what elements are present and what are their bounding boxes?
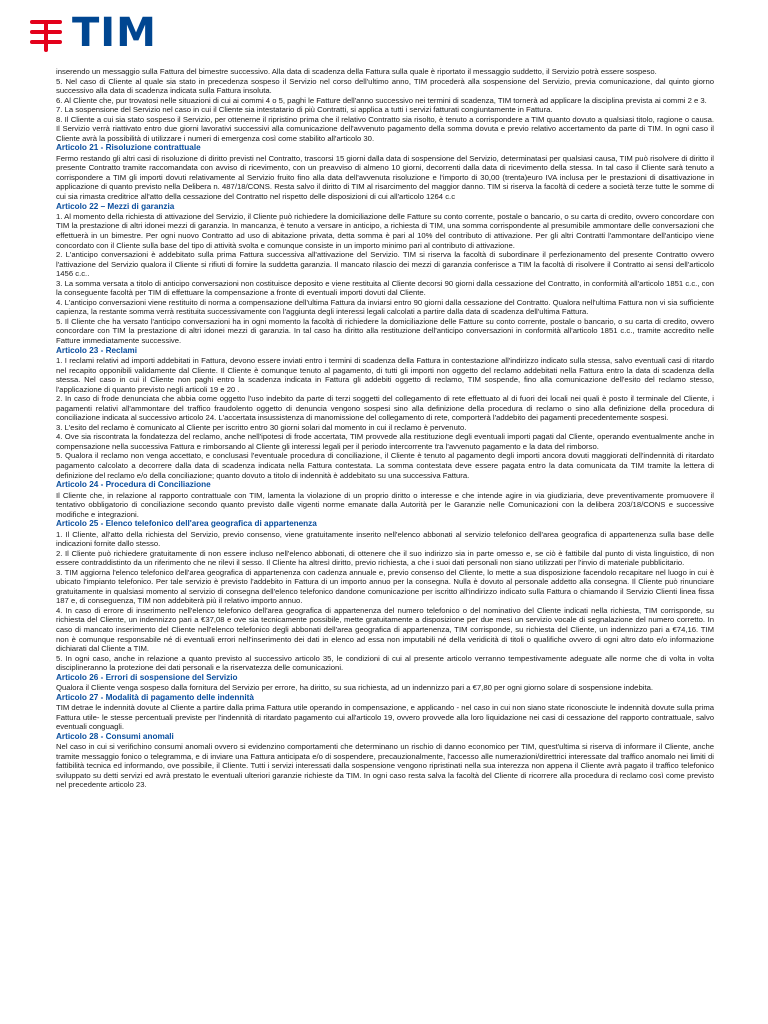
- intro-paragraph: inserendo un messaggio sulla Fattura del bimestre successivo. Alla data di scadenza della Fattura sulla quale è riportato il messaggio suddetto, il Servizio potrà essere sospeso.: [56, 67, 657, 76]
- article-paragraph: TIM detrae le indennità dovute al Cliente a partire dalla prima Fattura utile operando in compensazione, e applicando - nel caso in cui non siano state riconosciute le indennità dovute sulla prima Fattura utile- le stesse percentuali previste per l'indennità di ritardato pagamento cui all'articolo 19, ovvero provvede alla loro liquidazione nei casi di cessazione del rapporto contrattuale, salvo eventuali conguagli.: [56, 703, 714, 732]
- article-paragraph: 3. La somma versata a titolo di anticipo conversazioni non costituisce deposito e viene restituita al Cliente decorsi 90 giorni dalla cessazione del Contratto, in conformità all'articolo 1851 c.c., con la conseguente facoltà per TIM di effettuare la compensazione a fronte di eventuali importi dovuti dal Cliente.: [56, 278, 714, 298]
- article-paragraph: Nel caso in cui si verifichino consumi anomali ovvero si evidenzino comportamenti che determinano un rischio di danno economico per TIM, quest'ultima si riserva di informare il Cliente, anche tramite messaggio fonico o telegramma, e di inviare una Fattura anticipata e/o di sospendere, precauzionalmente, l'accesso alle numerazioni/direttrici interessate dal traffico anomalo nei limiti di fattibilità tecnica ed informando, ove possibile, il Cliente. Tutti i servizi interessati dalla sospensione vengono ripristinati nella sua interezza non appena il Cliente avrà pagato il traffico telefonico sviluppato su detti servizi ed avrà prestato le eventuali ulteriori garanzie richieste da TIM. In ogni caso resta salva la facoltà del Cliente di ricorrere alla procedura di reclamo così come previsto nel precedente articolo 23.: [56, 742, 714, 790]
- article-paragraph: 1. Al momento della richiesta di attivazione del Servizio, il Cliente può richiedere la domiciliazione delle Fatture su conto corrente, postale o bancario, o su carta di credito, ovvero concordare con TIM la prestazione di altri idonei mezzi di garanzia. In mancanza, è tenuto a versare in anticipo, a richiesta di TIM, una somma corrispondente al presumibile ammontare delle conversazioni che effettuerà in un bimestre. Per ogni nuovo Contratto ad uso di abitazione privata, detta somma è pari al 10% del contributo di attivazione. Per gli altri Contratti l'ammontare dell'anticipo viene concordato con il Cliente sulla base del tipo di attività svolta e comunque consiste in un importo minimo pari al contributo di attivazione.: [56, 211, 714, 250]
- article-section: [56, 480, 714, 519]
- article-heading: Articolo 23 - Reclami: [56, 345, 137, 355]
- article-section: [56, 346, 714, 481]
- article-heading: Articolo 26 - Errori di sospensione del Servizio: [56, 672, 238, 682]
- article-paragraph: 5. Il Cliente che ha versato l'anticipo conversazioni ha in ogni momento la facoltà di richiedere la domiciliazione delle Fatture su conto corrente, postale o bancario, o su carta di credito, ovvero concordare con TIM la prestazione di altri idonei mezzi di garanzia. In tal caso ha diritto alla restituzione dell'anticipo conversazioni in conformità all'articolo 1851 c.c., tramite accredito nelle Fatture immediatamente successive.: [56, 316, 714, 346]
- article-paragraph: 2. Il Cliente può richiedere gratuitamente di non essere incluso nell'elenco abbonati, di ottenere che il suo indirizzo sia in parte omesso e, se ciò è fattibile dal punto di vista linguistico, di non essere contraddistinto da un riferimento che ne rilevi il sesso. Il Cliente ha altresì diritto, previo richiesta, a che i suoi dati personali non siano utilizzati per l'invio di materiale pubblicitario.: [56, 548, 714, 568]
- article-heading: Articolo 21 - Risoluzione contrattuale: [56, 143, 201, 153]
- intro-paragraph: 6. Al Cliente che, pur trovatosi nelle situazioni di cui ai commi 4 o 5, paghi le Fatture dell'anno successivo nei termini di scadenza, TIM tornerà ad applicare la disciplina prevista ai commi 2 e 3.: [56, 95, 707, 105]
- article-paragraph: 4. L'anticipo conversazioni viene restituito di norma a compensazione dell'ultima Fattura da inviarsi entro 90 giorni dalla cessazione del Contratto. Qualora nell'ultima Fattura non vi sia sufficiente capienza, la restante somma verrà restituita successivamente con l'aggiunta degli interessi legali calcolati a partire dalla data di scadenza dell'ultima Fattura.: [56, 297, 714, 317]
- article-section: [56, 693, 714, 732]
- article-paragraph: 4. In caso di errore di inserimento nell'elenco telefonico dell'area geografica di appartenenza del numero telefonico o del nominativo del Cliente indicati nella richiesta, TIM corrisponde, su richiesta del Cliente, un indennizzo pari a €37,08 e ove sia tecnicamente possibile, mette gratuitamente a disposizione per due mesi un servizio vocale di segnalazione del numero corretto. In caso di mancato inserimento del Cliente nell'elenco telefonico degli abbonati dell'area geografica di appartenenza, TIM corrisponde, su richiesta del Cliente, un indennizzo pari a €74,16. TIM non è comunque responsabile né di eventuali errori nell'inserimento dei dati in elenco ad essa non imputabili né della veridicità di titoli o qualifiche ovvero di ogni altro dato e/o informazione dichiarati dal Cliente a TIM.: [56, 605, 714, 654]
- intro-paragraph: 8. Il Cliente a cui sia stato sospeso il Servizio, per ottenerne il ripristino prima che il relativo Contratto sia risolto, è tenuto a corrispondere a TIM quanto dovuto a qualsiasi titolo, ragione o causa. Il Servizio verrà riattivato entro due giorni lavorativi successivi alla comunicazione dell'avvenuto pagamento della somma dovuta e previo relativo accertamento da parte di TIM. In ogni caso il Cliente avrà la possibilità di utilizzare i numeri di emergenza così come stabilito all'articolo 30.: [56, 114, 714, 143]
- article-paragraph: 3. L'esito del reclamo è comunicato al Cliente per iscritto entro 30 giorni solari dal momento in cui il reclamo è pervenuto.: [56, 422, 467, 432]
- article-heading: Articolo 27 - Modalità di pagamento delle indennità: [56, 692, 254, 702]
- tim-logo-icon: [26, 12, 66, 54]
- article-paragraph: Fermo restando gli altri casi di risoluzione di diritto previsti nel Contratto, trascorsi 15 giorni dalla data di sospensione del Servizio, determinatasi per qualsiasi causa, TIM può risolvere di diritto il presente Contratto tramite raccomandata con avviso di ricevimento, con un preavviso di almeno 10 giorni, decorrenti dalla data di ricevimento della stessa. In tal caso il Cliente sarà tenuto a corrispondere a TIM gli importi dovuti relativamente al Servizio fruito fino alla data dell'avvenuta risoluzione e l'importo di 30,00 (trenta)euro IVA inclusa per le prestazioni di disattivazione in applicazione di quanto previsto nella Delibera n. 487/18/CONS. Resta salvo il diritto di TIM al risarcimento del maggior danno. TIM si riserva la facoltà di cedere a società terze tutte le somme di cui sia rimasta creditrice all'atto della cessazione del Contratto nel rispetto delle disposizioni di cui all'articolo 1264 c.c: [56, 153, 714, 201]
- tim-logo-text: TIM: [72, 10, 157, 56]
- article-section: [56, 673, 714, 693]
- header: [26, 10, 157, 56]
- articles-list: [56, 143, 714, 790]
- article-paragraph: 3. TIM aggiorna l'elenco telefonico dell'area geografica di appartenenza con cadenza annuale e, previo consenso del Cliente, lo mette a sua disposizione facendolo recapitare nel luogo in cui è ubicato l'impianto telefonico. Per tale servizio è previsto l'addebito in Fattura di un importo annuo per la consegna. Nulla è dovuto al personale addetto alla consegna. Il Cliente può rinunciare gratuitamente in qualsiasi momento al servizio di consegna dell'elenco telefonico dandone comunicazione per iscritto all'indirizzo indicato sulla Fattura o chiamando il Servizio Clienti linea fissa 187 e, di conseguenza, TIM non addebiterà più il relativo importo annuo.: [56, 567, 714, 606]
- article-heading: Articolo 22 – Mezzi di garanzia: [56, 201, 175, 211]
- article-paragraph: 2. In caso di frode denunciata che abbia come oggetto l'uso indebito da parte di terzi soggetti del collegamento di rete effettuato al di fuori dei locali nei quali è posto il terminale del Cliente, i pagamenti relativi all'ammontare del traffico fraudolento oggetto di denuncia vengono sospesi sino alla definizione della procedura di reclamo o sino alla definizione della procedura di conciliazione indicata al successivo articolo 24. L'accertata insussistenza di manomissione del collegamento di rete, comporterà l'addebito dei pagamenti precedentemente sospesi.: [56, 394, 714, 423]
- article-section: [56, 202, 714, 346]
- article-paragraph: 1. Il Cliente, all'atto della richiesta del Servizio, previo consenso, viene gratuitamente inserito nell'elenco abbonati al servizio telefonico dell'area geografica di appartenenza sulla base delle indicazioni fornite dallo stesso.: [56, 529, 714, 549]
- article-paragraph: 2. L'anticipo conversazioni è addebitato sulla prima Fattura successiva all'attivazione del Servizio. TIM si riserva la facoltà di subordinare il perfezionamento del presente Contratto ovvero l'attivazione del Servizio qualora il Cliente si rifiuti di fornire la suddetta garanzia. Il mancato rilascio dei mezzi di garanzia conferisce a TIM la facoltà di risolvere il Contratto ai sensi dell'articolo 1456 c.c..: [56, 250, 714, 279]
- article-paragraph: 5. In ogni caso, anche in relazione a quanto previsto al successivo articolo 35, le condizioni di cui al presente articolo verranno tempestivamente adeguate alle norme che di volta in volta disciplineranno la protezione dei dati personali e la riservatezza delle comunicazioni.: [56, 653, 714, 673]
- contract-text: [56, 67, 714, 790]
- article-paragraph: Qualora il Cliente venga sospeso dalla fornitura del Servizio per errore, ha diritto, su sua richiesta, ad un indennizzo pari a €7,80 per ogni giorno solare di sospensione indebita.: [56, 683, 653, 693]
- article-heading: Articolo 28 - Consumi anomali: [56, 731, 174, 741]
- article-heading: Articolo 25 - Elenco telefonico dell'area geografica di appartenenza: [56, 519, 317, 529]
- intro-paragraph: 7. La sospensione del Servizio nel caso in cui il Cliente sia intestatario di più Contratti, si applica a tutti i servizi fatturati congiuntamente in Fattura.: [56, 105, 553, 115]
- article-heading: Articolo 24 - Procedura di Conciliazione: [56, 480, 211, 490]
- article-paragraph: Il Cliente che, in relazione al rapporto contrattuale con TIM, lamenta la violazione di un proprio diritto o interesse e che intende agire in via giudiziaria, deve preventivamente promuovere il tentativo obbligatorio di conciliazione secondo quanto previsto dalle vigenti norme emanate dalla Autorità per le Garanzie nelle Comunicazioni con la delibera 203/18/CONS e successive modifiche e integrazioni.: [56, 490, 714, 519]
- article-section: [56, 732, 714, 790]
- article-section: [56, 519, 714, 673]
- intro-section: [56, 67, 714, 143]
- intro-paragraph: 5. Nel caso di Cliente al quale sia stato in precedenza sospeso il Servizio nel corso dell'ultimo anno, TIM procederà alla sospensione del Servizio, previa comunicazione, dal quinto giorno successivo alla data di scadenza indicata sulla Fattura insoluta.: [56, 76, 714, 96]
- article-paragraph: 1. I reclami relativi ad importi addebitati in Fattura, devono essere inviati entro i termini di scadenza della Fattura in contestazione all'indirizzo indicato sulla stessa, salvo eventuali casi di ritardo nel recapito opponibili validamente dal Cliente. Il Cliente è comunque tenuto al pagamento, di tutti gli importi non oggetto del reclamo addebitati nella Fattura entro la data di scadenza della stessa. Nel caso in cui il Cliente non paghi entro la scadenza indicata in Fattura gli addebiti oggetto di reclamo, TIM sospende, fino alla comunicazione dell'esito del reclamo stesso, l'applicazione di quanto previsto negli articoli 19 e 20 .: [56, 355, 714, 394]
- article-paragraph: 4. Ove sia riscontrata la fondatezza del reclamo, anche nell'ipotesi di frode accertata, TIM provvede alla restituzione degli eventuali importi pagati dal Cliente, operando eventualmente anche in compensazione nella successiva Fattura e rimborsando al Cliente gli interessi legali per il periodo intercorrente tra l'avvenuto pagamento e la data del rimborso.: [56, 432, 714, 451]
- article-paragraph: 5. Qualora il reclamo non venga accettato, e conclusasi l'eventuale procedura di conciliazione, il Cliente è tenuto al pagamento degli importi ancora dovuti maggiorati dell'indennità di ritardato pagamento calcolato a decorrere dalla data di scadenza indicata nella Fattura contestata. La somma contestata deve essere pagata entro la data comunicata da TIM tramite la lettera di definizione del reclamo e/o della conciliazione; quanto dovuto a titolo di indennità è addebitato su una successiva Fattura.: [56, 451, 714, 480]
- article-section: [56, 143, 714, 201]
